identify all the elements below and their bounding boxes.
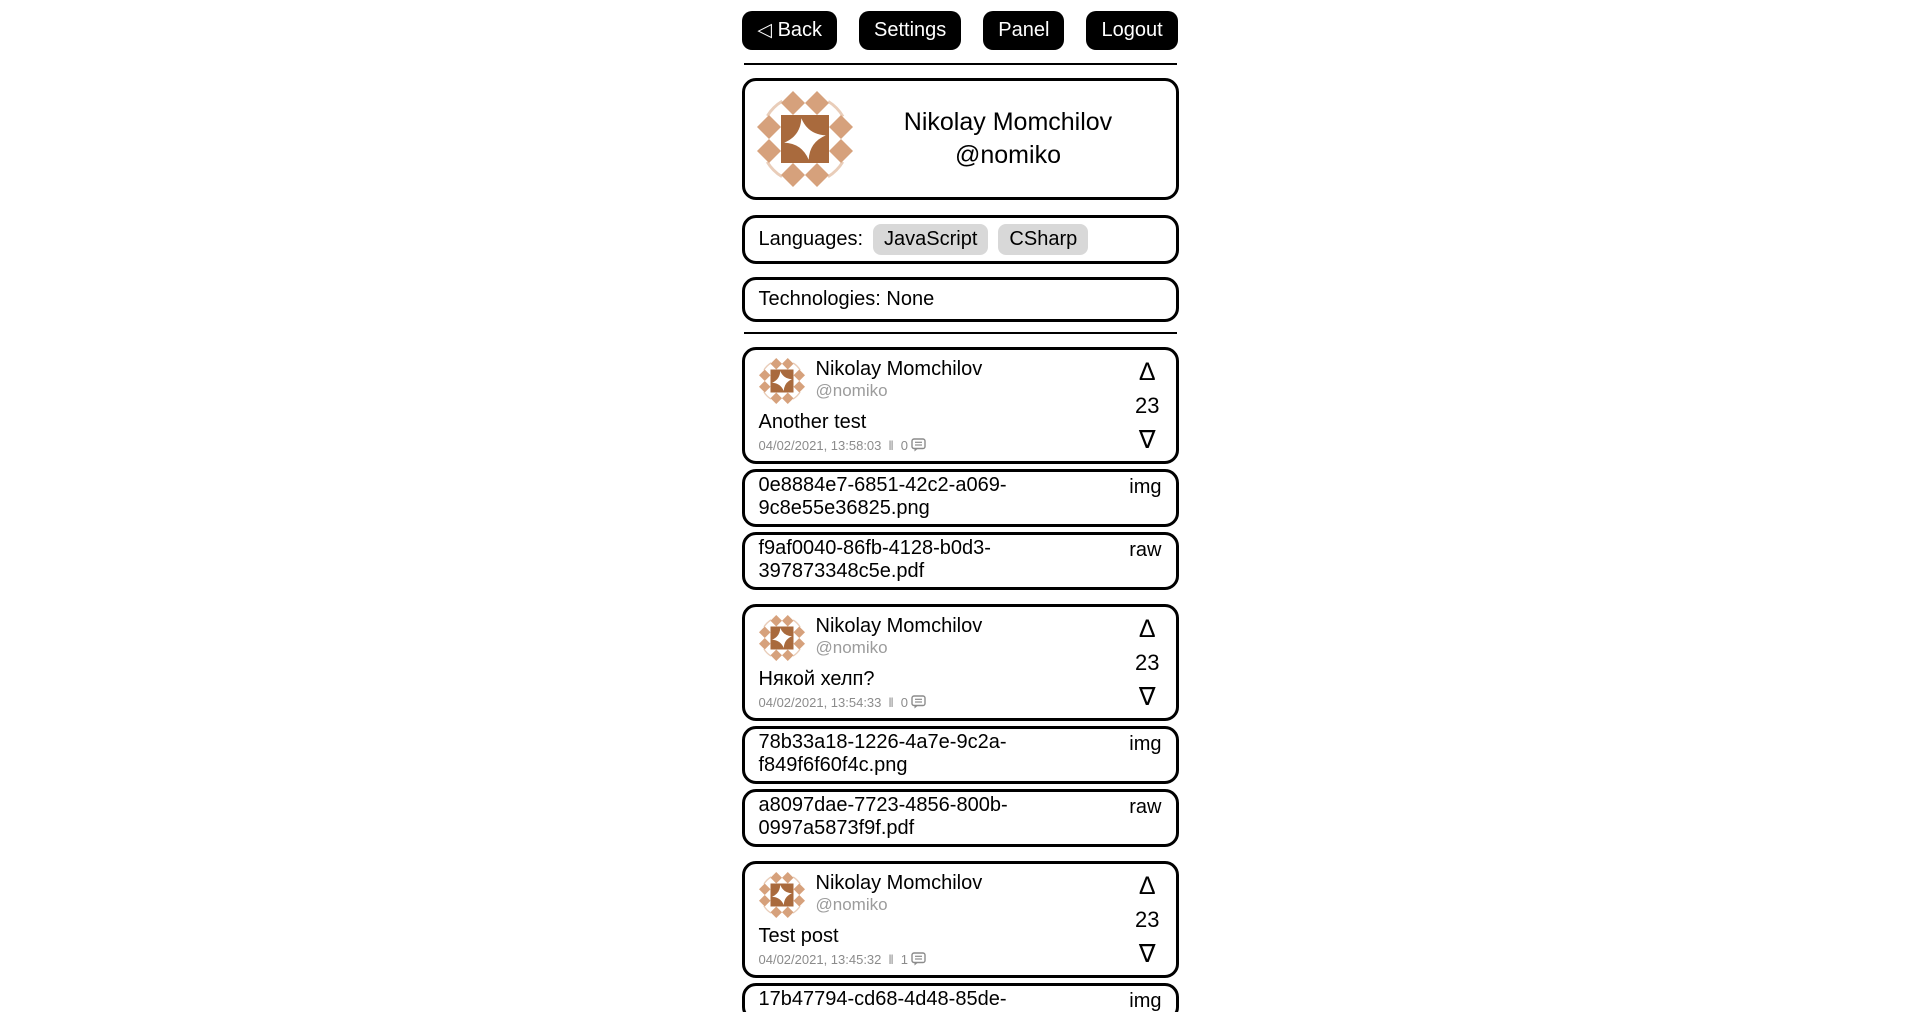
comment-icon	[911, 438, 926, 452]
vote-count: 23	[1135, 907, 1160, 933]
post-group	[742, 604, 1179, 847]
post-title: Някой хелп?	[758, 667, 875, 690]
post-avatar-identicon-icon	[759, 872, 805, 918]
downvote-button[interactable]: ∇	[1138, 682, 1156, 711]
post-card[interactable]	[742, 861, 1179, 978]
post-meta	[759, 695, 1162, 710]
technologies-value: None	[886, 287, 935, 310]
settings-button[interactable]: Settings	[859, 11, 961, 50]
post-timestamp: 04/02/2021, 13:54:33	[758, 694, 882, 710]
upvote-button[interactable]: Δ	[1138, 357, 1156, 386]
upvote-button[interactable]: Δ	[1138, 871, 1156, 900]
downvote-button[interactable]: ∇	[1138, 939, 1156, 968]
panel-button[interactable]: Panel	[983, 11, 1064, 50]
post-meta	[759, 952, 1162, 967]
vote-column	[1135, 357, 1160, 454]
comment-icon	[911, 695, 926, 709]
post-author-name: Nikolay Momchilov	[815, 357, 983, 380]
post-group	[742, 347, 1179, 590]
vote-count: 23	[1135, 393, 1160, 419]
comment-icon	[911, 952, 926, 966]
post-avatar-identicon-icon	[759, 358, 805, 404]
profile-card	[742, 78, 1179, 200]
post-card[interactable]	[742, 347, 1179, 464]
attachment-type-badge: img	[1129, 475, 1162, 498]
top-nav	[742, 0, 1179, 50]
post-author-handle: @nomiko	[815, 380, 888, 400]
attachment-type-badge: img	[1129, 732, 1162, 755]
comment-count: 0	[900, 437, 908, 453]
post-author-handle: @nomiko	[815, 637, 888, 657]
post-timestamp: 04/02/2021, 13:58:03	[758, 437, 882, 453]
attachment-filename: 78b33a18-1226-4a7e-9c2a-f849f6f60f4c.png	[758, 730, 1007, 776]
languages-label: Languages:	[758, 227, 864, 250]
logout-button[interactable]: Logout	[1086, 11, 1177, 50]
attachment-type-badge: raw	[1129, 795, 1162, 818]
attachment-type-badge: img	[1129, 989, 1162, 1012]
attachment-row[interactable]	[742, 789, 1179, 847]
profile-handle: @nomiko	[955, 140, 1061, 169]
attachment-row[interactable]	[742, 983, 1179, 1012]
profile-avatar-identicon-icon	[757, 91, 853, 187]
post-meta	[759, 438, 1162, 453]
post-group	[742, 861, 1179, 1012]
downvote-button[interactable]: ∇	[1138, 425, 1156, 454]
main-column	[742, 0, 1179, 1012]
post-title: Another test	[758, 410, 867, 433]
back-arrow-icon: ◁	[757, 20, 772, 41]
comment-count: 1	[900, 951, 908, 967]
post-header	[759, 872, 1162, 918]
back-button-label: Back	[777, 19, 823, 41]
attachment-row[interactable]	[742, 532, 1179, 590]
comment-count: 0	[900, 694, 908, 710]
back-button[interactable]	[742, 11, 837, 50]
language-tag-csharp: CSharp	[998, 224, 1088, 255]
attachment-filename: a8097dae-7723-4856-800b-0997a5873f9f.pdf	[758, 793, 1008, 839]
posts-divider	[744, 332, 1177, 334]
top-divider	[744, 63, 1177, 65]
profile-name: Nikolay Momchilov	[903, 107, 1113, 136]
meta-separator: ‖	[888, 951, 894, 967]
upvote-button[interactable]: Δ	[1138, 614, 1156, 643]
languages-box	[742, 215, 1179, 264]
meta-separator: ‖	[888, 437, 894, 453]
technologies-label: Technologies:	[758, 287, 881, 310]
post-author-handle: @nomiko	[815, 894, 888, 914]
attachment-row[interactable]	[742, 726, 1179, 784]
post-card[interactable]	[742, 604, 1179, 721]
post-avatar-identicon-icon	[759, 615, 805, 661]
attachment-filename: f9af0040-86fb-4128-b0d3-397873348c5e.pdf	[758, 536, 991, 582]
attachment-filename: 0e8884e7-6851-42c2-a069-9c8e55e36825.png	[758, 473, 1007, 519]
post-title: Test post	[758, 924, 839, 947]
vote-column	[1135, 871, 1160, 968]
technologies-box	[742, 277, 1179, 322]
attachment-filename: 17b47794-cd68-4d48-85de-	[758, 987, 1007, 1010]
attachment-row[interactable]	[742, 469, 1179, 527]
post-header	[759, 615, 1162, 661]
post-header	[759, 358, 1162, 404]
post-timestamp: 04/02/2021, 13:45:32	[758, 951, 882, 967]
post-author-name: Nikolay Momchilov	[815, 614, 983, 637]
vote-count: 23	[1135, 650, 1160, 676]
post-author-name: Nikolay Momchilov	[815, 871, 983, 894]
vote-column	[1135, 614, 1160, 711]
language-tag-javascript: JavaScript	[873, 224, 988, 255]
meta-separator: ‖	[888, 694, 894, 710]
attachment-type-badge: raw	[1129, 538, 1162, 561]
